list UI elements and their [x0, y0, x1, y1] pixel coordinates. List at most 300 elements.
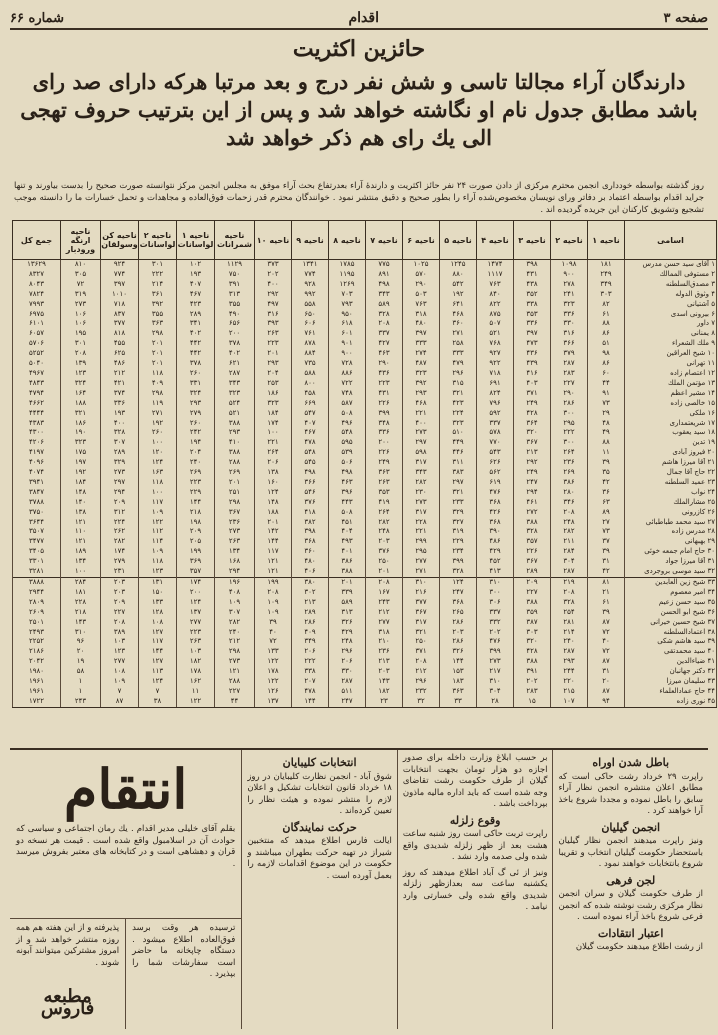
- vote-count: ۳۹۱: [215, 280, 255, 290]
- vote-count: ۳۷۶: [292, 498, 329, 508]
- vote-count: ۲۸۳: [514, 687, 551, 697]
- vote-count: ۲۴۲: [177, 428, 215, 438]
- vote-count: ۲۲۱: [403, 409, 440, 419]
- vote-count: ۱۳۷: [255, 697, 292, 707]
- vote-count: ۳۷۷: [101, 319, 139, 329]
- vote-count: ۴۰۰: [255, 280, 292, 290]
- vote-count: ۱۲۲: [255, 677, 292, 687]
- article-title: حائزین اکثریت: [292, 36, 426, 62]
- header-district-1: ناحیه ۱: [588, 221, 625, 260]
- vote-count: ۹۴: [588, 697, 625, 707]
- vote-count: ۱۲۸: [139, 608, 177, 618]
- table-row: [13, 260, 717, 270]
- novel-advertisement: [10, 750, 241, 919]
- vote-count: ۴۹۰: [215, 310, 255, 320]
- vote-count: ۲۰۶: [292, 647, 329, 657]
- table-row: [13, 608, 717, 618]
- candidate-name: ۴۰ سید محمدتقی: [625, 647, 717, 657]
- bottom-news-columns: [10, 748, 708, 1029]
- vote-count: ۳۵۷: [177, 567, 215, 577]
- vote-count: ۴۱۶: [514, 369, 551, 379]
- vote-count: ۲۷: [588, 518, 625, 528]
- vote-count: ۱۴۴: [440, 657, 477, 667]
- vote-count: ۳۳۳: [440, 349, 477, 359]
- article-headline: دارندگان آراء مجالتا تاسی و شش نفر درج و بعد مرتبا هرکه دارای صد رای باشد مطابق جدول نام او نگاشته خواهد شد و پس از این بترتیب حروف تهجی الی یك رای هم ذکر خواهد شد: [20, 69, 698, 150]
- vote-total: ۵۷۰۶: [13, 339, 61, 349]
- vote-count: ۸۷۵: [477, 310, 514, 320]
- vote-count: ۱۰۸: [139, 618, 177, 628]
- vote-count: ۳۴۳: [403, 468, 440, 478]
- vote-count: ۳۱۹: [440, 527, 477, 537]
- vote-count: ۹۲۷: [477, 349, 514, 359]
- vote-count: ۳۰۰: [551, 409, 588, 419]
- vote-total: ۳۷۸۸: [13, 498, 61, 508]
- news-text: از طرف حکومت گیلان و سران انجمن نظار مرکزی رشت نوشته شده که انجمن فرعی شروع باخذ آراء نموده است .: [558, 889, 703, 922]
- vote-count: ۴۲۳: [440, 399, 477, 409]
- vote-count: ۱۰۰: [139, 438, 177, 448]
- table-row: [13, 598, 717, 608]
- vote-count: ۱۸۶: [255, 389, 292, 399]
- vote-count: ۸۹۱: [366, 270, 403, 280]
- vote-count: ۴۴۲: [177, 339, 215, 349]
- vote-count: ۲۰: [61, 647, 101, 657]
- vote-count: ۳۸۸: [514, 518, 551, 528]
- vote-count: ۸۲: [588, 300, 625, 310]
- vote-count: ۱۲۲: [255, 657, 292, 667]
- vote-count: ۲۸۹: [101, 448, 139, 458]
- vote-count: ۶۰۱: [329, 329, 366, 339]
- vote-count: ۲۴۹: [514, 468, 551, 478]
- candidate-name: ۸ یمنانی: [625, 329, 717, 339]
- vote-count: ۷۶۸: [477, 339, 514, 349]
- candidate-name: ۳۹ سید هاشم شکی: [625, 637, 717, 647]
- vote-count: ۲۳۶: [215, 518, 255, 528]
- vote-count: ۷: [101, 687, 139, 697]
- vote-count: ۳۲۷: [440, 518, 477, 528]
- vote-total: ۳۸۴۷: [13, 488, 61, 498]
- candidate-name: ۱۲ اعتصام زاده: [625, 369, 717, 379]
- vote-count: ۹۸: [588, 349, 625, 359]
- notice-text: پذیرفته و از این هفته هم همه روزه منتشر خواهد شد و از امروز مشترکین میتوانند آبونه شوند .: [16, 923, 120, 968]
- vote-count: ۳۹: [588, 608, 625, 618]
- vote-count: ۱۷۸: [255, 667, 292, 677]
- vote-total: ۲۴۹۳: [13, 628, 61, 638]
- vote-count: ۵۸۷: [329, 399, 366, 409]
- vote-total: ۴۰۹۶: [13, 458, 61, 468]
- vote-count: ۱۲۴: [177, 598, 215, 608]
- vote-count: ۲۳۰: [403, 488, 440, 498]
- table-row: [13, 329, 717, 339]
- header-district-9: ناحیه ۹: [292, 221, 329, 260]
- vote-count: ۱۲۳: [139, 567, 177, 577]
- candidate-name: ۳۶ شیخ ابو الحسن: [625, 608, 717, 618]
- vote-count: ۲۱۵: [551, 687, 588, 697]
- vote-count: ۲۷۷: [177, 618, 215, 628]
- vote-count: ۱۰۹: [101, 677, 139, 687]
- vote-count: ۲۷۱: [440, 329, 477, 339]
- vote-count: ۲۷۴: [403, 349, 440, 359]
- vote-count: ۳۰۷: [215, 608, 255, 618]
- vote-count: ۳۱۷: [403, 508, 440, 518]
- vote-count: ۳۲۸: [551, 598, 588, 608]
- vote-count: ۳۲۳: [551, 300, 588, 310]
- vote-count: ۲۴۷: [440, 588, 477, 598]
- vote-count: ۴۲: [588, 567, 625, 577]
- vote-count: ۳۹۹: [366, 409, 403, 419]
- vote-count: ۱۴۴: [177, 498, 215, 508]
- vote-count: ۳۲۴: [177, 389, 215, 399]
- vote-count: ۱۹۶: [215, 578, 255, 588]
- vote-count: ۵۸۹: [366, 300, 403, 310]
- vote-count: ۵۴۲: [440, 280, 477, 290]
- vote-count: ۲۰۵: [177, 537, 215, 547]
- vote-count: ۲۰۳: [366, 537, 403, 547]
- vote-count: ۲۰۸: [101, 618, 139, 628]
- vote-count: ۱۰۶: [61, 310, 101, 320]
- vote-count: ۲۹۸: [215, 647, 255, 657]
- vote-count: ۳۸۸: [215, 419, 255, 429]
- vote-total: ۲۹۴۴: [13, 588, 61, 598]
- vote-count: ۴۶۷: [177, 290, 215, 300]
- vote-count: ۲۴۳: [366, 598, 403, 608]
- vote-count: ۴۶۱: [514, 498, 551, 508]
- vote-count: ۲۳: [366, 697, 403, 707]
- vote-count: ۲۴۳: [61, 697, 101, 707]
- vote-count: ۱۱۲۹: [215, 260, 255, 270]
- candidate-name: ۲۹ بهبهانی: [625, 537, 717, 547]
- vote-count: ۳۹۹: [477, 647, 514, 657]
- vote-count: ۵۷۰: [403, 270, 440, 280]
- vote-count: ۳۲۸: [101, 428, 139, 438]
- table-row: [13, 438, 717, 448]
- vote-count: ۷۹۳: [329, 300, 366, 310]
- news-text: بر حسب ابلاغ وزارت داخله برای صدور اجازه دو هزار تومان بجهت انتخابات گیلان از طرف حکومت رشت تقاضای وجه شده است که باید اداره مالیه ماذون بپرداخت باشد .: [402, 753, 548, 809]
- vote-count: ۲۸۷: [551, 567, 588, 577]
- vote-total: ۱۳۶۲۹: [13, 260, 61, 270]
- newspaper-name: اقدام: [348, 10, 379, 26]
- vote-count: ۲۴۰: [551, 637, 588, 647]
- vote-count: ۲۶۳: [366, 478, 403, 488]
- vote-count: ۲۲۰: [551, 677, 588, 687]
- vote-count: ۷۷۴: [292, 270, 329, 280]
- vote-count: ۲۵۳: [255, 379, 292, 389]
- vote-total: ۵۰۴۰: [13, 359, 61, 369]
- vote-count: ۸۶: [588, 359, 625, 369]
- candidate-name: ۴۴ حاج عمادالعلماء: [625, 687, 717, 697]
- vote-count: ۵۴۳: [477, 448, 514, 458]
- vote-count: ۳۹۳: [255, 319, 292, 329]
- vote-count: ۲۹: [588, 409, 625, 419]
- candidate-name: ۳۴ امیر معصوم: [625, 588, 717, 598]
- vote-count: ۱۹۳: [101, 409, 139, 419]
- vote-count: ۸۸: [588, 438, 625, 448]
- vote-count: ۲۵۱: [215, 488, 255, 498]
- vote-count: ۲۳۱: [101, 567, 139, 577]
- vote-count: ۳۶۸: [477, 518, 514, 528]
- vote-count: ۱۲۱: [61, 537, 101, 547]
- vote-count: ۱۹: [61, 657, 101, 667]
- vote-count: ۳۵۳: [366, 488, 403, 498]
- vote-count: ۳۲۳: [215, 389, 255, 399]
- issue-number: شماره ۶۶: [10, 10, 64, 26]
- vote-count: ۳۹۹: [440, 557, 477, 567]
- vote-count: ۷۳۵: [292, 359, 329, 369]
- vote-count: ۲۰: [588, 677, 625, 687]
- vote-count: ۱۹۸: [177, 518, 215, 528]
- vote-count: ۱۱۰: [61, 527, 101, 537]
- table-row: [13, 647, 717, 657]
- vote-count: ۴۷۶: [477, 488, 514, 498]
- vote-count: ۱۲۷: [139, 628, 177, 638]
- vote-count: ۲۲۱: [255, 438, 292, 448]
- vote-count: ۱۲۶: [255, 687, 292, 697]
- candidate-name: ۱۸ سید یعقوب: [625, 428, 717, 438]
- vote-count: ۴۹: [588, 428, 625, 438]
- vote-count: ۲۲۳: [366, 379, 403, 389]
- vote-count: ۳۳۷: [366, 329, 403, 339]
- vote-count: ۲۱۳: [366, 657, 403, 667]
- candidate-name: ۵ آشتیانی: [625, 300, 717, 310]
- vote-count: ۳۱۰: [477, 578, 514, 588]
- vote-count: ۲۰۱: [255, 518, 292, 528]
- notice-2: [10, 919, 125, 1029]
- vote-count: ۳۳۳: [403, 339, 440, 349]
- vote-total: ۴۹۶۷: [13, 369, 61, 379]
- vote-count: ۱۲۱: [255, 557, 292, 567]
- candidate-name: ۲۷ سید محمد طباطبائی: [625, 518, 717, 528]
- table-row: [13, 349, 717, 359]
- header-district-8: ناحیه ۸: [329, 221, 366, 260]
- vote-count: ۱۵۳: [440, 667, 477, 677]
- vote-count: ۳۰۴: [477, 687, 514, 697]
- vote-count: ۳۱۶: [551, 329, 588, 339]
- vote-count: ۵۰۶: [329, 458, 366, 468]
- vote-count: ۲۸۴: [551, 547, 588, 557]
- vote-count: ۴۴۳: [329, 498, 366, 508]
- vote-count: ۳۷۸: [177, 359, 215, 369]
- vote-count: ۲۷۳: [215, 657, 255, 667]
- vote-count: ۲۴۹: [366, 458, 403, 468]
- vote-count: ۳۸۲: [292, 518, 329, 528]
- vote-count: ۲۷۳: [477, 657, 514, 667]
- vote-count: ۳۶۷: [514, 557, 551, 567]
- vote-count: ۷۲۲: [329, 379, 366, 389]
- vote-count: ۱۲۴: [139, 458, 177, 468]
- vote-count: ۴۴۲: [177, 349, 215, 359]
- vote-count: ۲۲۷: [514, 588, 551, 598]
- vote-count: ۳۳۶: [101, 399, 139, 409]
- vote-count: ۱۰۰: [61, 567, 101, 577]
- vote-count: ۱۶۲: [177, 677, 215, 687]
- vote-count: ۸۷: [588, 618, 625, 628]
- vote-count: ۲۰۶: [255, 458, 292, 468]
- vote-count: ۲۲۴: [440, 409, 477, 419]
- vote-count: ۲۹۷: [101, 478, 139, 488]
- vote-count: ۳۰۰: [477, 588, 514, 598]
- vote-count: ۳۶۶: [551, 339, 588, 349]
- vote-count: ۱۰۹: [139, 508, 177, 518]
- vote-count: ۲۴۸: [366, 527, 403, 537]
- vote-count: ۳۰۳: [588, 290, 625, 300]
- news-column-1: [552, 750, 708, 1029]
- vote-count: ۴۹۸: [329, 468, 366, 478]
- vote-count: ۳۸۸: [329, 567, 366, 577]
- vote-count: ۱۱۲: [139, 527, 177, 537]
- vote-count: ۲۵۸: [440, 339, 477, 349]
- vote-count: ۴۷۳: [514, 339, 551, 349]
- table-row: [13, 379, 717, 389]
- vote-count: ۴۳۶: [366, 369, 403, 379]
- vote-count: ۱۳۴۱: [292, 260, 329, 270]
- news-heading: لجن فرهی: [606, 873, 656, 887]
- header-district-4: ناحیه ۴: [477, 221, 514, 260]
- vote-count: ۱۰۹: [255, 608, 292, 618]
- header-district-14: ناحیه کن وسولقان: [101, 221, 139, 260]
- vote-count: ۳۹: [255, 618, 292, 628]
- vote-count: ۵۸۹: [329, 598, 366, 608]
- vote-count: ۸۶: [588, 329, 625, 339]
- vote-count: ۳۹۲: [403, 379, 440, 389]
- vote-count: ۸۸۰: [440, 270, 477, 280]
- vote-count: ۳۳۷: [477, 419, 514, 429]
- vote-count: ۳۸۳: [440, 468, 477, 478]
- vote-count: ۲۳۳: [440, 498, 477, 508]
- vote-count: ۲۹۸: [215, 498, 255, 508]
- candidate-name: ۳۰ حاج امام جمعه خوئی: [625, 547, 717, 557]
- vote-count: ۲۷۳: [101, 468, 139, 478]
- header-district-10: ناحیه ۱۰: [255, 221, 292, 260]
- advertisement-column: [10, 750, 241, 1029]
- vote-count: ۳۸۰: [292, 578, 329, 588]
- candidate-name: ۳۷ شیخ حسین خیرانی: [625, 618, 717, 628]
- vote-count: ۴۰۷: [177, 280, 215, 290]
- vote-count: ۳۳۶: [514, 319, 551, 329]
- news-text: راپرت ۲۹ خرداد رشت حاکی است که مطابق اعلان منتشره انجمن نظار آراء سابق را باطل نموده و مجددا شروع باخذ آرا خواهند کرد .: [558, 771, 703, 816]
- candidate-name: ۲۸ مدرس زاده: [625, 527, 717, 537]
- vote-count: ۲۸۷: [329, 677, 366, 687]
- vote-count: ۳۶۷: [403, 608, 440, 618]
- vote-count: ۱۷۸: [177, 667, 215, 677]
- vote-count: ۳۳۰: [329, 667, 366, 677]
- vote-count: ۶۶۹: [292, 399, 329, 409]
- vote-count: ۵۲۴: [215, 399, 255, 409]
- candidate-name: ۱۳ مؤتمن الملك: [625, 379, 717, 389]
- vote-count: ۹۰۱: [329, 339, 366, 349]
- vote-count: ۲۵۰: [403, 637, 440, 647]
- vote-total: ۴۳۰۰: [13, 428, 61, 438]
- vote-total: ۳۷۵۰: [13, 508, 61, 518]
- vote-count: ۳۹: [588, 458, 625, 468]
- vote-count: ۱۱۷: [139, 498, 177, 508]
- vote-count: ۱۸۴: [255, 409, 292, 419]
- table-row: [13, 468, 717, 478]
- vote-count: ۲۶۲: [101, 527, 139, 537]
- vote-count: ۴۷۹: [440, 359, 477, 369]
- vote-count: ۴۰۷: [292, 419, 329, 429]
- header-district-11: ناحیه شمرانات: [215, 221, 255, 260]
- table-row: [13, 567, 717, 577]
- vote-count: ۱۹۵: [61, 329, 101, 339]
- vote-count: ۹۵۰: [329, 310, 366, 320]
- table-row: [13, 448, 717, 458]
- election-results-table: [12, 220, 717, 708]
- candidate-name: ۹ ملك الشعراء: [625, 339, 717, 349]
- vote-count: ۳۹: [588, 547, 625, 557]
- vote-count: ۷۱۸: [477, 369, 514, 379]
- vote-count: ۳۹۲: [139, 300, 177, 310]
- candidate-name: ۷ داور: [625, 319, 717, 329]
- vote-count: ۳۰۱: [139, 260, 177, 270]
- vote-count: ۱۳۴: [215, 547, 255, 557]
- vote-count: ۹۰۰: [329, 349, 366, 359]
- vote-count: ۲۸۳: [551, 369, 588, 379]
- vote-count: ۲۸۷: [551, 359, 588, 369]
- vote-count: ۴۲۸: [514, 409, 551, 419]
- vote-count: ۲۶۰: [177, 419, 215, 429]
- vote-count: ۱۶۳: [139, 468, 177, 478]
- vote-total: ۳۵۰۷: [13, 527, 61, 537]
- news-text: از رشت اطلاع میدهند حکومت گیلان: [575, 942, 703, 952]
- vote-count: ۳۷۷: [403, 598, 440, 608]
- vote-count: ۶۵۶: [215, 319, 255, 329]
- vote-count: ۲۰۹: [514, 578, 551, 588]
- vote-count: ۳۷۹: [551, 349, 588, 359]
- vote-count: ۳۱۹: [61, 290, 101, 300]
- vote-count: ۱۱۷: [255, 547, 292, 557]
- vote-count: ۲۱۲: [215, 637, 255, 647]
- candidate-name: ۱ آقای سید حسن مدرس: [625, 260, 717, 270]
- table-row: [13, 578, 717, 588]
- vote-count: ۳۲۱: [440, 488, 477, 498]
- vote-count: ۲۶۳: [255, 329, 292, 339]
- vote-count: ۴۸۰: [403, 319, 440, 329]
- vote-total: ۳۸۸۸: [13, 578, 61, 588]
- vote-count: ۵۶۲: [477, 468, 514, 478]
- vote-count: ۱۳۳: [139, 598, 177, 608]
- vote-count: ۵۰۳: [403, 290, 440, 300]
- table-row: [13, 508, 717, 518]
- vote-count: ۴۶۸: [403, 399, 440, 409]
- vote-count: ۲۷۱: [403, 567, 440, 577]
- vote-count: ۱۸۸: [255, 508, 292, 518]
- vote-count: ۸۱۰: [61, 260, 101, 270]
- vote-count: ۴۶۷: [292, 428, 329, 438]
- vote-count: ۱۹۲: [61, 468, 101, 478]
- table-row: [13, 300, 717, 310]
- vote-count: ۱۳۸: [61, 508, 101, 518]
- vote-count: ۵۱۱: [329, 687, 366, 697]
- vote-count: ۲۴۷: [329, 697, 366, 707]
- vote-count: ۶۵۰: [292, 310, 329, 320]
- vote-count: ۱۰۳: [101, 637, 139, 647]
- vote-count: ۳۸۸: [215, 448, 255, 458]
- vote-count: ۲۰۶: [329, 657, 366, 667]
- vote-total: ۱۹۶۱: [13, 687, 61, 697]
- vote-count: ۲۹۴: [514, 488, 551, 498]
- vote-count: ۳۴۶: [551, 498, 588, 508]
- vote-count: ۴۸۶: [477, 537, 514, 547]
- vote-count: ۱۳۹: [61, 359, 101, 369]
- vote-count: ۱۳۴: [61, 557, 101, 567]
- vote-count: ۹۶: [61, 637, 101, 647]
- vote-count: ۲۰۷: [292, 677, 329, 687]
- vote-count: ۱۴۴: [139, 647, 177, 657]
- novel-logo: انتقام: [63, 757, 188, 821]
- vote-count: ۲۴۸: [551, 518, 588, 528]
- vote-count: ۱۴۳: [61, 618, 101, 628]
- vote-count: ۴۵۸: [292, 389, 329, 399]
- vote-count: ۹۹۲: [292, 290, 329, 300]
